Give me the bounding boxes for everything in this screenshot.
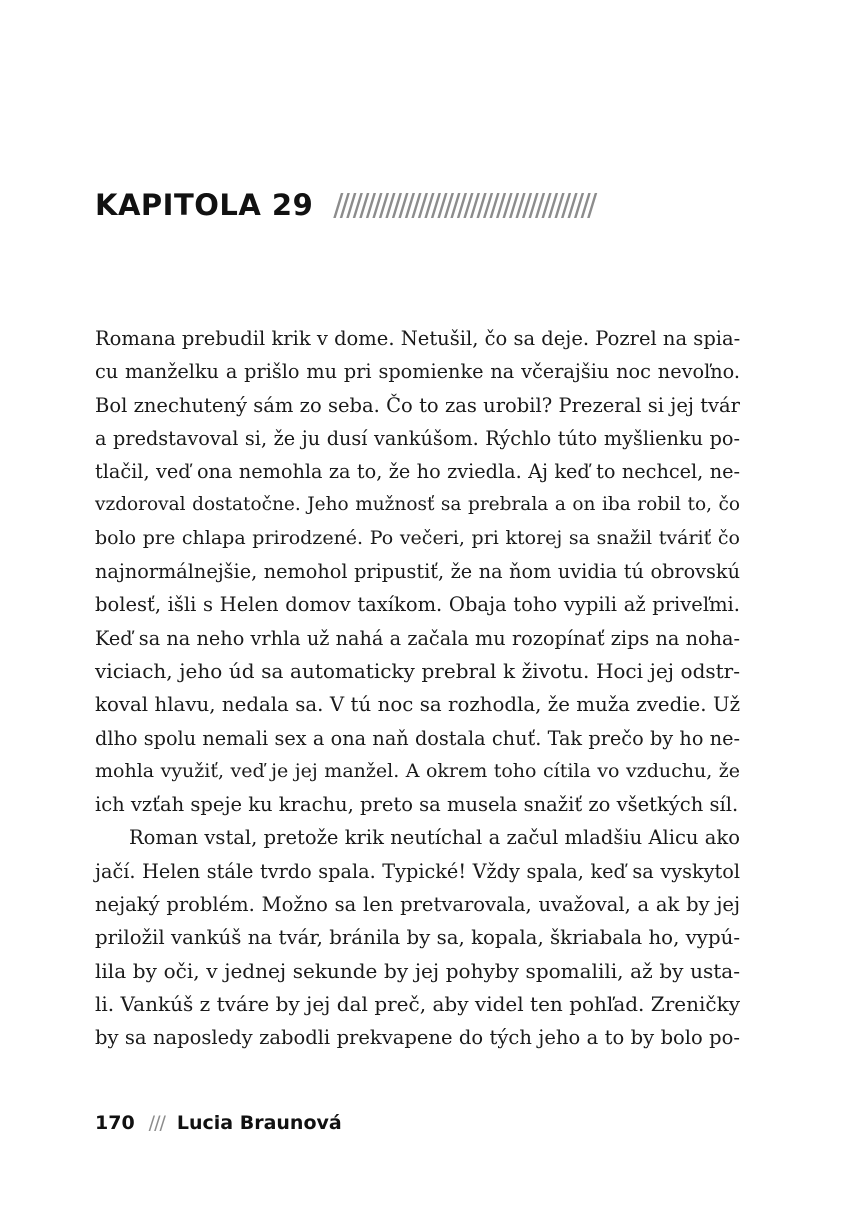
text-line: nejaký problém. Možno sa len pretvarovala, uvažoval, a ak by jej [95,893,740,917]
text-line: najnormálnejšie, nemohol pripustiť, že na ňom uvidia tú obrovskú [95,560,740,584]
text-line: Bol znechutený sám zo seba. Čo to zas urobil? Prezeral si jej tvár [95,393,740,417]
text-line: tlačil, veď ona nemohla za to, že ho zviedla. Aj keď to nechcel, ne- [95,460,740,484]
text-line: bolesť, išli s Helen domov taxíkom. Obaja toho vypili až priveľmi. [95,593,740,617]
text-line: lila by oči, v jednej sekunde by jej pohyby spomalili, až by usta- [95,958,740,983]
text-line: jačí. Helen stále tvrdo spala. Typické! Vždy spala, keď sa vyskytol [95,859,740,883]
page-footer [95,1108,342,1138]
text-line: koval hlavu, nedala sa. V tú noc sa rozhodla, že muža zvedie. Už [95,693,740,717]
chapter-title: KAPITOLA 29 [95,188,314,222]
text-line: cu manželku a prišlo mu pri spomienke na včerajšiu noc nevoľno. [95,360,740,384]
text-line: li. Vankúš z tváre by jej dal preč, aby videl ten pohľad. Zreničky [95,991,740,1016]
author-name: Lucia Braunová [176,1112,342,1134]
chapter-heading [95,183,740,227]
text-line: viciach, jeho úd sa automaticky prebral k životu. Hoci jej odstr- [95,658,740,683]
text-line: by sa naposledy zabodli prekvapene do tých jeho a to by bolo po- [95,1026,740,1050]
page-number: 170 [95,1112,135,1134]
text-line: ich vzťah speje ku krachu, preto sa musela snažiť zo všetkých síl. [95,793,739,817]
text-line: Keď sa na neho vrhla už nahá a začala mu rozopínať zips na noha- [95,626,740,650]
text-line: priložil vankúš na tvár, bránila by sa, kopala, škriabala ho, vypú- [95,926,740,950]
text-line: bolo pre chlapa prirodzené. Po večeri, pri ktorej sa snažil tváriť čo [95,526,740,549]
footer-separator: /// [148,1112,165,1134]
text-line: vzdoroval dostatočne. Jeho mužnosť sa prebrala a on iba robil to, čo [95,494,740,516]
text-line: a predstavoval si, že ju dusí vankúšom. Rýchlo túto myšlienku po- [95,426,740,450]
chapter-body-text [95,322,740,1055]
text-line: Romana prebudil krik v dome. Netušil, čo sa deje. Pozrel na spia- [95,327,741,350]
chapter-slash-decoration: //////////////////////////////////////// [333,187,594,223]
text-line: mohla využiť, veď je jej manžel. A okrem toho cítila vo vzduchu, že [95,759,740,782]
text-line: Roman vstal, pretože krik neutíchal a začul mladšiu Alicu ako [129,826,740,850]
text-line: dlho spolu nemali sex a ona naň dostala chuť. Tak prečo by ho ne- [95,726,740,750]
